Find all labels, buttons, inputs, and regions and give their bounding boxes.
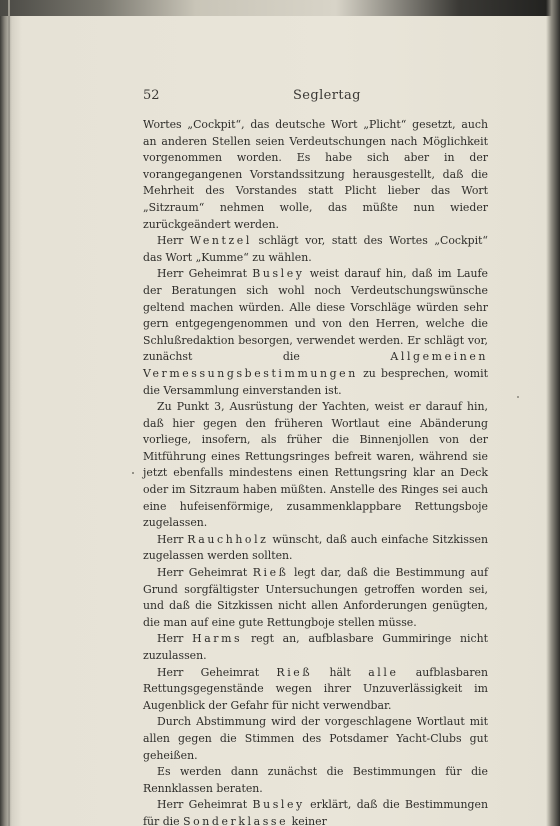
paragraph-text: zu besprechen, womit die Versammlung einverstanden ist. — [143, 366, 488, 397]
paragraph — [143, 764, 488, 797]
running-title: Seglertag — [293, 88, 361, 103]
paragraph — [143, 399, 488, 532]
paragraph — [143, 233, 488, 266]
spaced-name: Rieß — [276, 665, 313, 679]
spaced-name: Rauchholz — [187, 532, 269, 546]
paragraph-text: erklärt, daß die Bestimmungen für die — [143, 798, 488, 826]
book-spine-edge — [8, 0, 10, 826]
paragraph-text: hält — [312, 665, 369, 679]
paragraph-text: schlägt vor, statt des Wortes „Cockpit“ das Wort „Kumme“ zu wählen. — [143, 234, 488, 264]
paragraph — [143, 665, 488, 715]
paragraph-text: Zu Punkt 3, Ausrüstung der Yachten, weist er darauf hin, daß hier gegen den früheren Wortlaut eine Abänderung vorliege, insofern, als früher die Binnenjollen von der Mitführung eines Rettungsringes befreit waren, während sie jetzt ebenfalls mindestens einen Rettungsring klar an Deck oder im Sitzraum haben müßten. Anstelle des Ringes sei auch eine hufeisenförmige, zusammenklappbare Rettungsboje zugelassen. — [143, 400, 488, 530]
paragraph — [143, 565, 488, 631]
page-right-edge-shadow — [546, 0, 560, 826]
paragraph-text: Herr — [157, 632, 193, 646]
paragraph — [143, 797, 488, 826]
spaced-name: Harms — [192, 632, 243, 646]
spaced-name: Busley — [252, 267, 305, 281]
paragraph-text: Wortes „Cockpit“, das deutsche Wort „Plicht“ gesetzt, auch an anderen Stellen seien Verdeutschungen nach Möglichkeit vorgenommen worden. Es habe sich aber in der vorangegangenen Vorstandssitzung herausgestellt, daß die Mehrheit des Vorstandes statt Plicht lieber das Wort „Sitzraum“ nehmen wolle, das müßte nun wieder zurückgeändert werden. — [143, 118, 488, 231]
paragraph-text: Es werden dann zunächst die Bestimmungen für die Rennklassen beraten. — [143, 765, 488, 795]
paragraph-text: Durch Abstimmung wird der vorgeschlagene Wortlaut mit allen gegen die Stimmen des Potsdamer Yacht-Clubs gut geheißen. — [143, 715, 488, 762]
scan-speck — [517, 396, 519, 398]
page-number: 52 — [143, 88, 160, 103]
paragraph-text: wünscht, daß auch einfache Sitzkissen zugelassen werden sollten. — [143, 532, 488, 563]
spaced-name: Rieß — [252, 566, 289, 580]
paragraph-text: Herr Geheimrat — [157, 665, 277, 679]
spaced-name: Busley — [252, 798, 305, 812]
paragraph — [143, 117, 488, 233]
paragraph-text: keiner — [288, 814, 327, 826]
paragraph-text: weist darauf hin, daß im Laufe der Beratungen sich wohl noch Verdeutschungswünsche geltend machen würden. Alle diese Vorschläge würden sehr gern entgegengenommen und von den Herren, welche die Schlußredaktion besorgen, verwendet werden. Er schlägt vor, zunächst die — [143, 267, 488, 364]
paragraph-text: aufblasbaren Rettungsgegenstände wegen ihrer Unzuverlässigkeit im Augenblick der Gefahr für nicht verwendbar. — [143, 665, 488, 712]
paragraph-text: Herr Geheimrat — [157, 566, 253, 580]
body-text — [143, 117, 488, 826]
paragraph-text: Herr — [157, 532, 188, 546]
paragraph-text: Herr Geheimrat — [157, 267, 253, 281]
spaced-name: Allgemeinen Vermessungsbestimmungen — [143, 350, 488, 380]
paragraph-text: Herr Geheimrat — [157, 798, 253, 812]
paragraph — [143, 714, 488, 764]
spaced-name: alle — [368, 665, 399, 679]
paragraph-text: legt dar, daß die Bestimmung auf Grund sorgfältigster Untersuchungen getroffen worden sei, und daß die Sitzkissen nicht allen Anforderungen genügten, die man auf eine gute Rettungboje stellen müsse. — [143, 566, 488, 629]
paragraph — [143, 631, 488, 664]
scan-speck — [132, 472, 134, 474]
page-header — [143, 88, 488, 108]
paragraph — [143, 532, 488, 565]
spaced-name: Wentzel — [189, 234, 252, 248]
spaced-name: Sonderklasse — [183, 814, 289, 826]
scan-top-shadow — [0, 0, 560, 16]
paragraph — [143, 266, 488, 399]
paragraph-text: Herr — [157, 234, 190, 248]
paragraph-text: regt an, aufblasbare Gummiringe nicht zuzulassen. — [143, 632, 488, 662]
